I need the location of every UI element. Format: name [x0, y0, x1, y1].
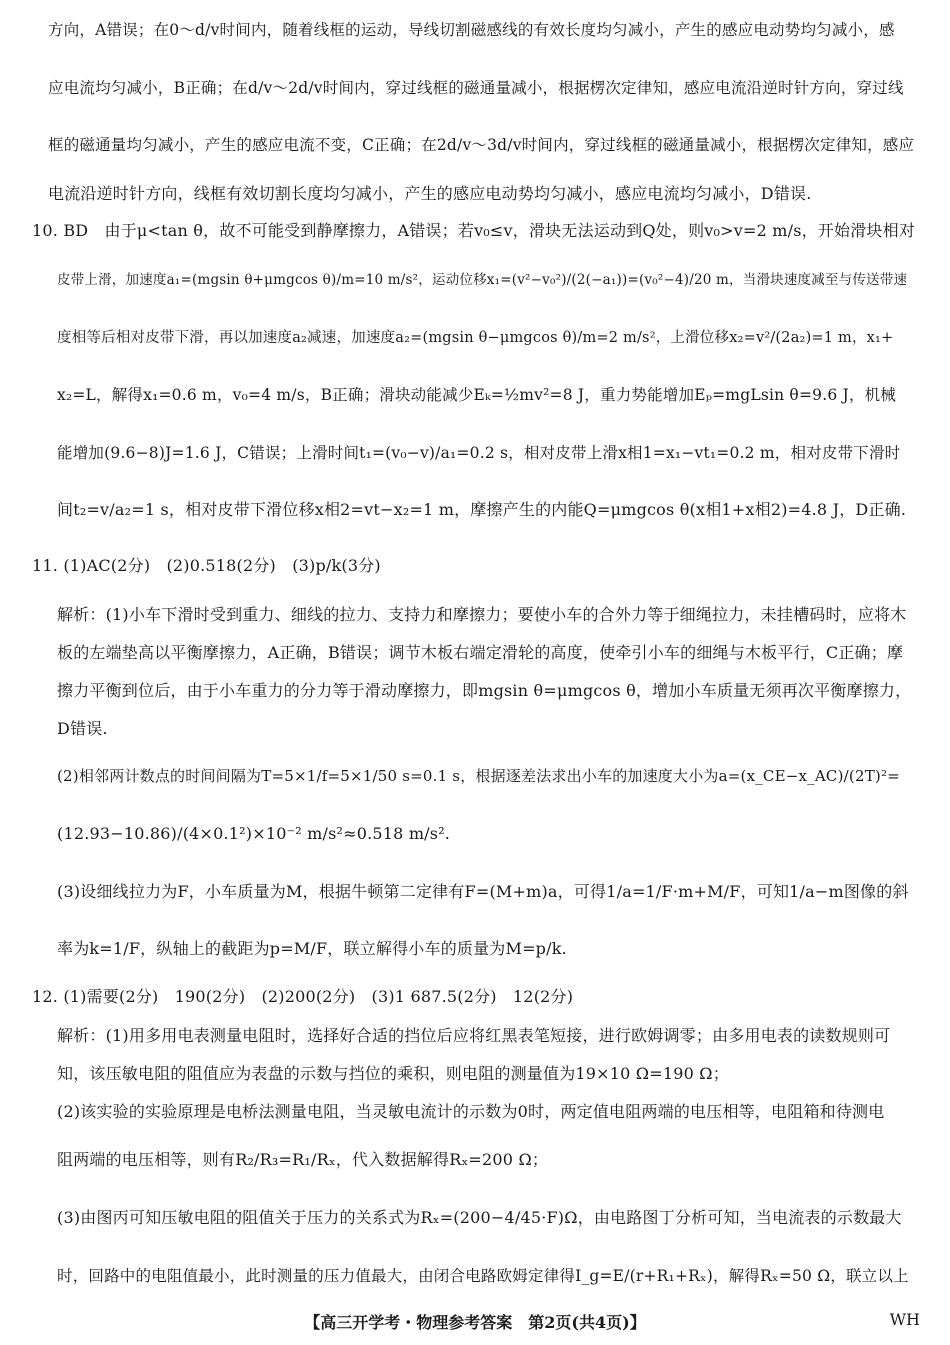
text-line: 方向，A错误；在0～d/v时间内，随着线框的运动，导线切割磁感线的有效长度均匀减小，产生的感应电动势均匀减小，感: [48, 21, 895, 39]
text-line: 阻两端的电压相等，则有R₂/R₃=R₁/Rₓ，代入数据解得Rₓ=200 Ω；: [57, 1150, 549, 1169]
answer-12-header: 12. (1)需要(2分) 190(2分) (2)200(2分) (3)1 687.5(2分) 12(2分): [32, 987, 574, 1006]
text-line: x₂=L，解得x₁=0.6 m，v₀=4 m/s，B正确；滑块动能减少Eₖ=½mv²=8 J，重力势能增加Eₚ=mgLsin θ=9.6 J，机械: [57, 386, 897, 404]
text-line: 度相等后相对皮带下滑，再以加速度a₂减速，加速度a₂=(mgsin θ−μmgcos θ)/m=2 m/s²，上滑位移x₂=v²/(2a₂)=1 m，x₁+: [57, 330, 894, 346]
text-line: (3)设细线拉力为F，小车质量为M，根据牛顿第二定律有F=(M+m)a，可得1/a=1/F·m+M/F，可知1/a−m图像的斜: [57, 882, 909, 901]
text-line: 间t₂=v/a₂=1 s，相对皮带下滑位移x相2=vt−x₂=1 m，摩擦产生的内能Q=μmgcos θ(x相1+x相2)=4.8 J，D正确.: [57, 500, 907, 519]
text-line: (2)该实验的实验原理是电桥法测量电阻，当灵敏电流计的示数为0时，两定值电阻两端的电压相等，电阻箱和待测电: [57, 1102, 885, 1121]
text-line: 解析：(1)用多用电表测量电阻时，选择好合适的挡位后应将红黑表笔短接，进行欧姆调零；由多用电表的读数规则可: [57, 1026, 891, 1045]
text-line: 时，回路中的电阻值最小，此时测量的压力值最大，由闭合电路欧姆定律得I_g=E/(r+R₁+Rₓ)，解得Rₓ=50 Ω，联立以上: [57, 1267, 909, 1285]
answer-11-header: 11. (1)AC(2分) (2)0.518(2分) (3)p/k(3分): [32, 556, 381, 575]
text-line: 能增加(9.6−8)J=1.6 J，C错误；上滑时间t₁=(v₀−v)/a₁=0.2 s，相对皮带上滑x相1=x₁−vt₁=0.2 m，相对皮带下滑时: [57, 444, 901, 462]
text-line: D错误.: [57, 719, 108, 738]
answer-10-header: 10. BD 由于μ<tan θ，故不可能受到静摩擦力，A错误；若v₀≤v，滑块无法运动到Q处，则v₀>v=2 m/s，开始滑块相对: [32, 221, 916, 240]
text-line: 擦力平衡到位后，由于小车重力的分力等于滑动摩擦力，即mgsin θ=μmgcos θ，增加小车质量无须再次平衡摩擦力，: [57, 681, 912, 700]
footer-code: WH: [889, 1310, 920, 1329]
text-line: 电流沿逆时针方向，线框有效切割长度均匀减小，产生的感应电动势均匀减小，感应电流均匀减小，D错误.: [48, 184, 812, 203]
text-line: 率为k=1/F，纵轴上的截距为p=M/F，联立解得小车的质量为M=p/k.: [57, 939, 567, 958]
text-line: 皮带上滑，加速度a₁=(mgsin θ+μmgcos θ)/m=10 m/s²，运动位移x₁=(v²−v₀²)/(2(−a₁))=(v₀²−4)/20 m，当滑块速度减至与传送带速: [57, 272, 908, 288]
text-line: 板的左端垫高以平衡摩擦力，A正确，B错误；调节木板右端定滑轮的高度，使牵引小车的细绳与木板平行，C正确；摩: [57, 643, 904, 662]
text-line: 知，该压敏电阻的阻值应为表盘的示数与挡位的乘积，则电阻的测量值为19×10 Ω=190 Ω；: [57, 1064, 729, 1083]
page-footer: 【高三开学考・物理参考答案 第2页(共4页)】: [304, 1313, 646, 1332]
text-line: 解析：(1)小车下滑时受到重力、细线的拉力、支持力和摩擦力；要使小车的合外力等于细绳拉力，未挂槽码时，应将木: [57, 605, 907, 624]
text-line: (2)相邻两计数点的时间间隔为T=5×1/f=5×1/50 s=0.1 s，根据逐差法求出小车的加速度大小为a=(x_CE−x_AC)/(2T)²=: [57, 767, 900, 785]
text-line: 框的磁通量均匀减小，产生的感应电流不变，C正确；在2d/v～3d/v时间内，穿过线框的磁通量减小，根据楞次定律知，感应: [48, 136, 915, 154]
text-line: (12.93−10.86)/(4×0.1²)×10⁻² m/s²≈0.518 m/s².: [57, 824, 451, 843]
text-line: 应电流均匀减小，B正确；在d/v～2d/v时间内，穿过线框的磁通量减小，根据楞次定律知，感应电流沿逆时针方向，穿过线: [48, 79, 904, 97]
text-line: (3)由图丙可知压敏电阻的阻值关于压力的关系式为Rₓ=(200−4/45·F)Ω，由电路图丁分析可知，当电流表的示数最大: [57, 1208, 902, 1227]
